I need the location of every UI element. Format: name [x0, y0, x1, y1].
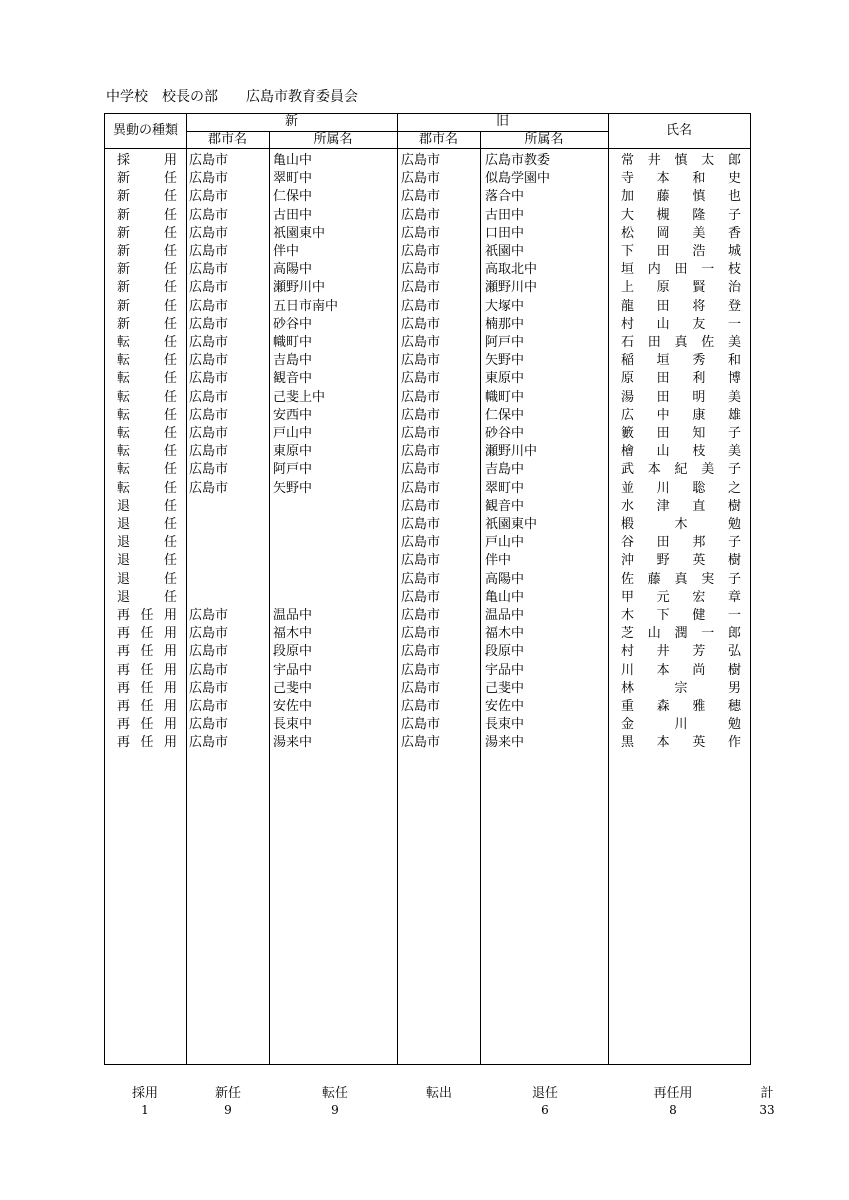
table-row	[105, 516, 750, 534]
cell-type: 退任	[117, 589, 177, 605]
cell-old-city: 広島市	[401, 735, 441, 751]
cell-new-school: 安西中	[273, 407, 313, 423]
table-row	[105, 407, 750, 425]
cell-old-school: 祇園中	[485, 244, 525, 259]
cell-new-city: 広島市	[189, 735, 229, 751]
cell-old-school: 段原中	[485, 644, 525, 660]
cell-name: 籔田知子	[621, 426, 741, 441]
cell-old-school: 矢野中	[485, 353, 525, 369]
cell-old-city: 広島市	[401, 462, 441, 478]
cell-name: 湯田明美	[621, 389, 741, 405]
cell-new-city: 広島市	[189, 462, 229, 478]
summary-item	[510, 1085, 580, 1119]
cell-old-city: 広島市	[401, 480, 441, 496]
summary-value: 1	[141, 1103, 149, 1117]
cell-name: 垣内田一枝	[621, 262, 741, 278]
summary-value: 9	[224, 1103, 232, 1117]
cell-name: 村山友一	[621, 316, 741, 332]
cell-new-school: 吉島中	[273, 353, 313, 369]
cell-new-city: 広島市	[189, 280, 229, 296]
cell-new-school: 長束中	[273, 717, 313, 733]
cell-old-city: 広島市	[401, 608, 441, 623]
cell-old-city: 広島市	[401, 444, 441, 460]
summary-label: 転出	[425, 1086, 452, 1101]
cell-type: 再任用	[117, 662, 177, 678]
cell-name: 上原賢治	[621, 280, 741, 296]
cell-old-city: 広島市	[401, 680, 441, 696]
cell-old-city: 広島市	[401, 644, 441, 660]
cell-new-city: 広島市	[189, 298, 229, 314]
cell-type: 転任	[117, 426, 177, 441]
table-row	[105, 370, 750, 388]
cell-old-school: 古田中	[485, 207, 525, 223]
header-bottom-line	[105, 148, 750, 149]
cell-type: 新任	[117, 244, 177, 259]
cell-name: 稲垣秀和	[621, 353, 741, 369]
cell-new-school: 宇品中	[273, 662, 313, 678]
cell-old-school: 口田中	[485, 225, 525, 241]
cell-old-city: 広島市	[401, 298, 441, 314]
cell-old-school: 広島市教委	[485, 153, 551, 168]
cell-name: 村井芳弘	[621, 644, 741, 660]
cell-new-school: 己斐中	[273, 680, 313, 696]
cell-new-city: 広島市	[189, 699, 229, 714]
cell-old-city: 広島市	[401, 426, 441, 441]
cell-new-school: 阿戸中	[273, 462, 313, 478]
table-row	[105, 425, 750, 443]
summary-label: 転任	[321, 1086, 348, 1101]
cell-type: 退任	[117, 517, 177, 532]
cell-type: 転任	[117, 371, 177, 387]
cell-new-city: 広島市	[189, 244, 229, 259]
summary-label: 新任	[214, 1086, 241, 1101]
cell-new-school: 瀬野川中	[273, 280, 326, 296]
cell-new-school: 古田中	[273, 207, 313, 223]
header-old-city: 郡市名	[418, 132, 458, 147]
cell-name: 木下健一	[621, 608, 741, 623]
cell-new-school: 砂谷中	[273, 316, 313, 332]
cell-old-school: 落合中	[485, 189, 525, 205]
cell-new-city: 広島市	[189, 207, 229, 223]
cell-new-school: 安佐中	[273, 699, 313, 714]
cell-new-school: 高陽中	[273, 262, 313, 278]
table-row	[105, 389, 750, 407]
cell-type: 転任	[117, 389, 177, 405]
cell-new-city: 広島市	[189, 389, 229, 405]
table-row	[105, 261, 750, 279]
table-row	[105, 571, 750, 589]
cell-old-city: 広島市	[401, 371, 441, 387]
table-row	[105, 170, 750, 188]
cell-name: 武本紀美子	[621, 462, 741, 478]
cell-new-school: 湯来中	[273, 735, 313, 751]
table-row	[105, 589, 750, 607]
table-row	[105, 316, 750, 334]
cell-type: 新任	[117, 225, 177, 241]
cell-name: 原田利博	[621, 371, 741, 387]
summary-label: 計	[760, 1086, 774, 1101]
table-row	[105, 461, 750, 479]
header-new: 新	[284, 114, 298, 129]
cell-old-city: 広島市	[401, 207, 441, 223]
cell-name: 黒本英作	[621, 735, 741, 751]
cell-old-city: 広島市	[401, 498, 441, 514]
cell-new-school: 亀山中	[273, 153, 313, 168]
summary-item	[193, 1085, 263, 1119]
cell-old-school: 仁保中	[485, 407, 525, 423]
cell-type: 新任	[117, 262, 177, 278]
cell-old-school: 観音中	[485, 498, 525, 514]
table-row	[105, 643, 750, 661]
header-new-city: 郡市名	[207, 132, 247, 147]
cell-old-city: 広島市	[401, 717, 441, 733]
cell-new-city: 広島市	[189, 717, 229, 733]
cell-type: 転任	[117, 480, 177, 496]
cell-name: 松岡美香	[621, 225, 741, 241]
cell-old-city: 広島市	[401, 335, 441, 350]
summary-value: 6	[541, 1103, 549, 1117]
cell-old-school: 高取北中	[485, 262, 538, 278]
cell-new-school: 福木中	[273, 626, 313, 642]
table-row	[105, 243, 750, 261]
cell-new-school: 祇園東中	[273, 225, 326, 241]
cell-type: 採用	[117, 153, 177, 168]
cell-name: 下田浩城	[621, 244, 741, 259]
cell-old-school: 宇品中	[485, 662, 525, 678]
cell-old-school: 戸山中	[485, 535, 525, 551]
table-row	[105, 698, 750, 716]
cell-type: 再任用	[117, 680, 177, 696]
cell-new-city: 広島市	[189, 353, 229, 369]
cell-type: 新任	[117, 171, 177, 187]
cell-type: 再任用	[117, 608, 177, 623]
summary-item	[300, 1085, 370, 1119]
cell-new-school: 幟町中	[273, 335, 313, 350]
document-title: 中学校 校長の部 広島市教育委員会	[106, 89, 358, 105]
cell-old-school: 温品中	[485, 608, 525, 623]
cell-old-school: 己斐中	[485, 680, 525, 696]
cell-name: 佐藤真実子	[621, 571, 741, 587]
table-row	[105, 498, 750, 516]
cell-old-city: 広島市	[401, 153, 441, 168]
summary-item	[110, 1085, 180, 1119]
cell-new-city: 広島市	[189, 153, 229, 168]
cell-name: 並川聡之	[621, 480, 741, 496]
cell-old-city: 広島市	[401, 389, 441, 405]
summary-label: 退任	[531, 1086, 558, 1101]
cell-new-city: 広島市	[189, 426, 229, 441]
cell-name: 椴木勉	[621, 517, 741, 532]
cell-new-city: 広島市	[189, 335, 229, 350]
table-row	[105, 352, 750, 370]
table-row	[105, 534, 750, 552]
cell-name: 広中康雄	[621, 407, 741, 423]
table-row	[105, 443, 750, 461]
summary-item	[732, 1085, 802, 1119]
summary-label: 再任用	[653, 1086, 693, 1101]
cell-type: 退任	[117, 553, 177, 569]
header-old: 旧	[495, 114, 509, 129]
cell-type: 新任	[117, 280, 177, 296]
table-row	[105, 152, 750, 170]
cell-type: 転任	[117, 407, 177, 423]
cell-type: 新任	[117, 316, 177, 332]
cell-new-city: 広島市	[189, 662, 229, 678]
header-old-school: 所属名	[524, 132, 564, 147]
cell-new-city: 広島市	[189, 262, 229, 278]
table-row	[105, 207, 750, 225]
cell-old-school: 祇園東中	[485, 517, 538, 532]
cell-old-school: 安佐中	[485, 699, 525, 714]
cell-new-city: 広島市	[189, 407, 229, 423]
cell-name: 金川勉	[621, 717, 741, 733]
cell-new-city: 広島市	[189, 608, 229, 623]
cell-type: 転任	[117, 444, 177, 460]
cell-name: 加藤慎也	[621, 189, 741, 205]
cell-name: 谷田邦子	[621, 535, 741, 551]
cell-type: 再任用	[117, 644, 177, 660]
cell-name: 沖野英樹	[621, 553, 741, 569]
cell-old-city: 広島市	[401, 571, 441, 587]
table-row	[105, 716, 750, 734]
cell-type: 退任	[117, 571, 177, 587]
cell-old-city: 広島市	[401, 316, 441, 332]
summary-value: 8	[669, 1103, 677, 1117]
summary-value: 9	[331, 1103, 339, 1117]
cell-new-school: 段原中	[273, 644, 313, 660]
cell-new-city: 広島市	[189, 644, 229, 660]
cell-old-school: 大塚中	[485, 298, 525, 314]
cell-old-school: 吉島中	[485, 462, 525, 478]
cell-new-school: 温品中	[273, 608, 313, 623]
cell-name: 重森雅穂	[621, 699, 741, 714]
table-row	[105, 298, 750, 316]
cell-new-school: 己斐上中	[273, 389, 326, 405]
table-row	[105, 552, 750, 570]
cell-name: 龍田将登	[621, 298, 741, 314]
cell-old-school: 翠町中	[485, 480, 525, 496]
cell-old-school: 幟町中	[485, 389, 525, 405]
cell-old-school: 伴中	[485, 553, 512, 569]
summary-item	[404, 1085, 474, 1102]
cell-type: 新任	[117, 207, 177, 223]
cell-old-school: 阿戸中	[485, 335, 525, 350]
cell-new-city: 広島市	[189, 371, 229, 387]
cell-name: 檜山枝美	[621, 444, 741, 460]
cell-name: 寺本和史	[621, 171, 741, 187]
cell-name: 水津直樹	[621, 498, 741, 514]
cell-name: 川本尚樹	[621, 662, 741, 678]
cell-type: 転任	[117, 353, 177, 369]
cell-type: 転任	[117, 335, 177, 350]
cell-name: 大槻隆子	[621, 207, 741, 223]
cell-new-school: 翠町中	[273, 171, 313, 187]
table-row	[105, 480, 750, 498]
cell-old-city: 広島市	[401, 262, 441, 278]
cell-type: 新任	[117, 298, 177, 314]
cell-old-city: 広島市	[401, 589, 441, 605]
cell-type: 再任用	[117, 626, 177, 642]
cell-name: 常井慎太郎	[621, 153, 741, 168]
cell-old-school: 湯来中	[485, 735, 525, 751]
cell-old-school: 瀬野川中	[485, 444, 538, 460]
cell-old-city: 広島市	[401, 189, 441, 205]
table-row	[105, 188, 750, 206]
cell-old-city: 広島市	[401, 407, 441, 423]
cell-type: 再任用	[117, 717, 177, 733]
header-new-school: 所属名	[313, 132, 353, 147]
cell-old-school: 福木中	[485, 626, 525, 642]
cell-name: 甲元宏章	[621, 589, 741, 605]
table-row	[105, 625, 750, 643]
cell-type: 再任用	[117, 735, 177, 751]
table-row	[105, 734, 750, 752]
cell-new-city: 広島市	[189, 225, 229, 241]
cell-name: 石田真佐美	[621, 335, 741, 350]
cell-old-school: 楠那中	[485, 316, 525, 332]
table-row	[105, 334, 750, 352]
table-row	[105, 279, 750, 297]
cell-old-city: 広島市	[401, 535, 441, 551]
personnel-table	[104, 113, 751, 1065]
cell-type: 転任	[117, 462, 177, 478]
cell-new-school: 五日市南中	[273, 298, 339, 314]
cell-new-school: 戸山中	[273, 426, 313, 441]
summary-label: 採用	[131, 1086, 158, 1101]
cell-new-school: 東原中	[273, 444, 313, 460]
cell-new-city: 広島市	[189, 189, 229, 205]
cell-type: 退任	[117, 535, 177, 551]
cell-old-school: 瀬野川中	[485, 280, 538, 296]
cell-new-school: 観音中	[273, 371, 313, 387]
cell-old-city: 広島市	[401, 517, 441, 532]
cell-new-city: 広島市	[189, 480, 229, 496]
cell-old-city: 広島市	[401, 699, 441, 714]
cell-old-city: 広島市	[401, 225, 441, 241]
cell-new-city: 広島市	[189, 171, 229, 187]
cell-old-city: 広島市	[401, 553, 441, 569]
table-row	[105, 680, 750, 698]
cell-old-school: 高陽中	[485, 571, 525, 587]
table-row	[105, 225, 750, 243]
cell-type: 再任用	[117, 699, 177, 714]
cell-old-school: 亀山中	[485, 589, 525, 605]
cell-old-city: 広島市	[401, 244, 441, 259]
cell-new-city: 広島市	[189, 444, 229, 460]
cell-new-city: 広島市	[189, 680, 229, 696]
cell-old-city: 広島市	[401, 626, 441, 642]
cell-new-school: 矢野中	[273, 480, 313, 496]
cell-name: 芝山潤一郎	[621, 626, 741, 642]
summary-item	[638, 1085, 708, 1119]
cell-old-school: 砂谷中	[485, 426, 525, 441]
cell-old-school: 東原中	[485, 371, 525, 387]
cell-new-city: 広島市	[189, 316, 229, 332]
cell-new-school: 仁保中	[273, 189, 313, 205]
cell-new-city: 広島市	[189, 626, 229, 642]
cell-old-city: 広島市	[401, 353, 441, 369]
cell-type: 退任	[117, 498, 177, 514]
header-type: 異動の種類	[112, 123, 178, 138]
cell-old-city: 広島市	[401, 662, 441, 678]
header-name: 氏名	[665, 123, 692, 138]
cell-old-city: 広島市	[401, 171, 441, 187]
table-row	[105, 607, 750, 625]
table-row	[105, 662, 750, 680]
cell-old-school: 長束中	[485, 717, 525, 733]
cell-new-school: 伴中	[273, 244, 300, 259]
cell-name: 林宗男	[621, 680, 741, 696]
cell-type: 新任	[117, 189, 177, 205]
cell-old-city: 広島市	[401, 280, 441, 296]
cell-old-school: 似島学園中	[485, 171, 551, 187]
summary-value: 33	[759, 1103, 775, 1117]
